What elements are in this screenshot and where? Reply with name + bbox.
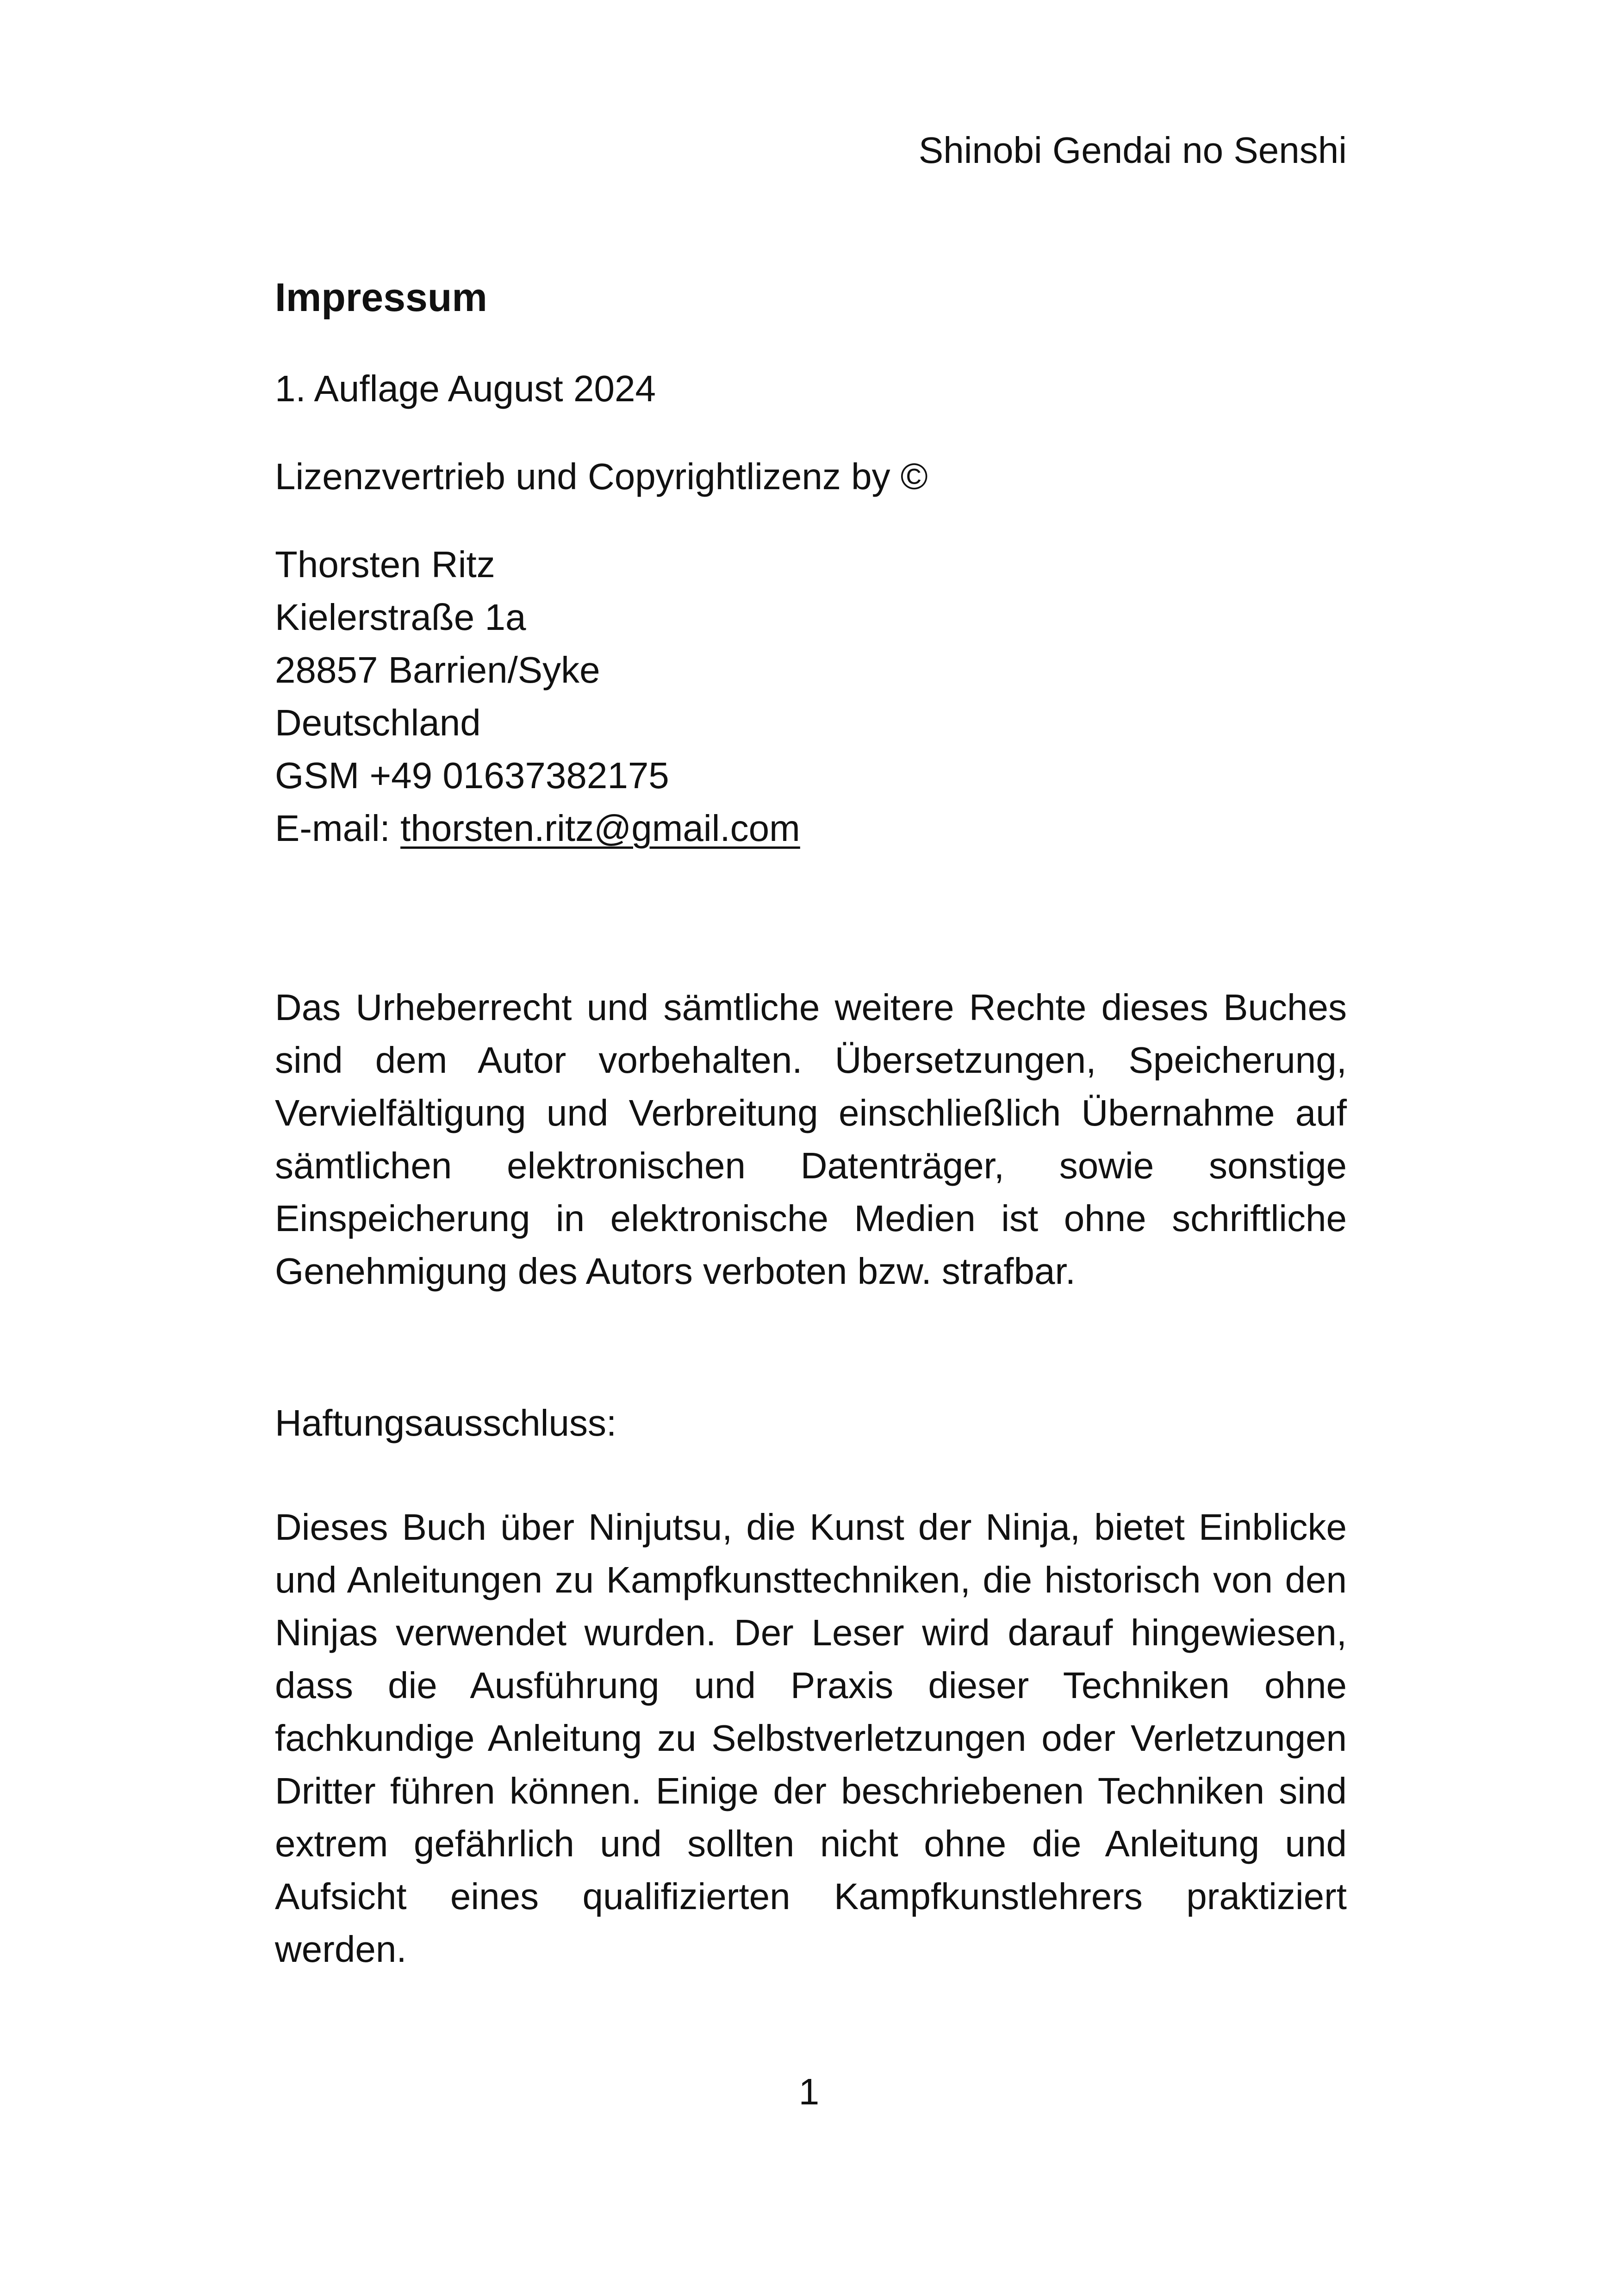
email-label: E-mail:: [275, 808, 401, 849]
address-city: 28857 Barrien/Syke: [275, 649, 600, 691]
email-line: [275, 810, 800, 847]
running-header-title: Shinobi Gendai no Senshi: [918, 130, 1347, 171]
disclaimer-paragraph: Dieses Buch über Ninjutsu, die Kunst der Ninja, bietet Einblicke und Anleitungen zu Kampfkunsttechniken, die historisch von den Ninjas verwendet wurden. Der Leser wird darauf hingewiesen, dass die Ausführung und Praxis dieser Techniken ohne fachkundige Anleitung zu Selbstverletzungen oder Verletzungen Dritter führen können. Einige der beschriebenen Techniken sind extrem gefährlich und sollten nicht ohne die Anleitung und Aufsicht eines qualifizierten Kampfkunstlehrers praktiziert werden.: [275, 1506, 1347, 1970]
address-country: Deutschland: [275, 702, 481, 743]
copyright-paragraph: Das Urheberrecht und sämtliche weitere Rechte dieses Buches sind dem Autor vorbehalten. Übersetzungen, Speicherung, Vervielfältigung und Verbreitung einschließlich Übernahme auf sämtlichen elektronischen Datenträger, sowie sonstige Einspeicherung in elektronische Medien ist ohne schriftliche Genehmigung des Autors verboten bzw. strafbar.: [275, 987, 1347, 1292]
address-street: Kielerstraße 1a: [275, 597, 526, 638]
disclaimer-heading: Haftungsausschluss:: [275, 1402, 617, 1444]
edition-line: 1. Auflage August 2024: [275, 368, 656, 409]
impressum-heading: Impressum: [275, 275, 487, 320]
author-name: Thorsten Ritz: [275, 544, 495, 585]
page-number: 1: [798, 2071, 820, 2112]
license-line: Lizenzvertrieb und Copyrightlizenz by ©: [275, 456, 928, 497]
address-phone: GSM +49 01637382175: [275, 755, 669, 796]
email-link[interactable]: thorsten.ritz@gmail.com: [400, 808, 800, 849]
